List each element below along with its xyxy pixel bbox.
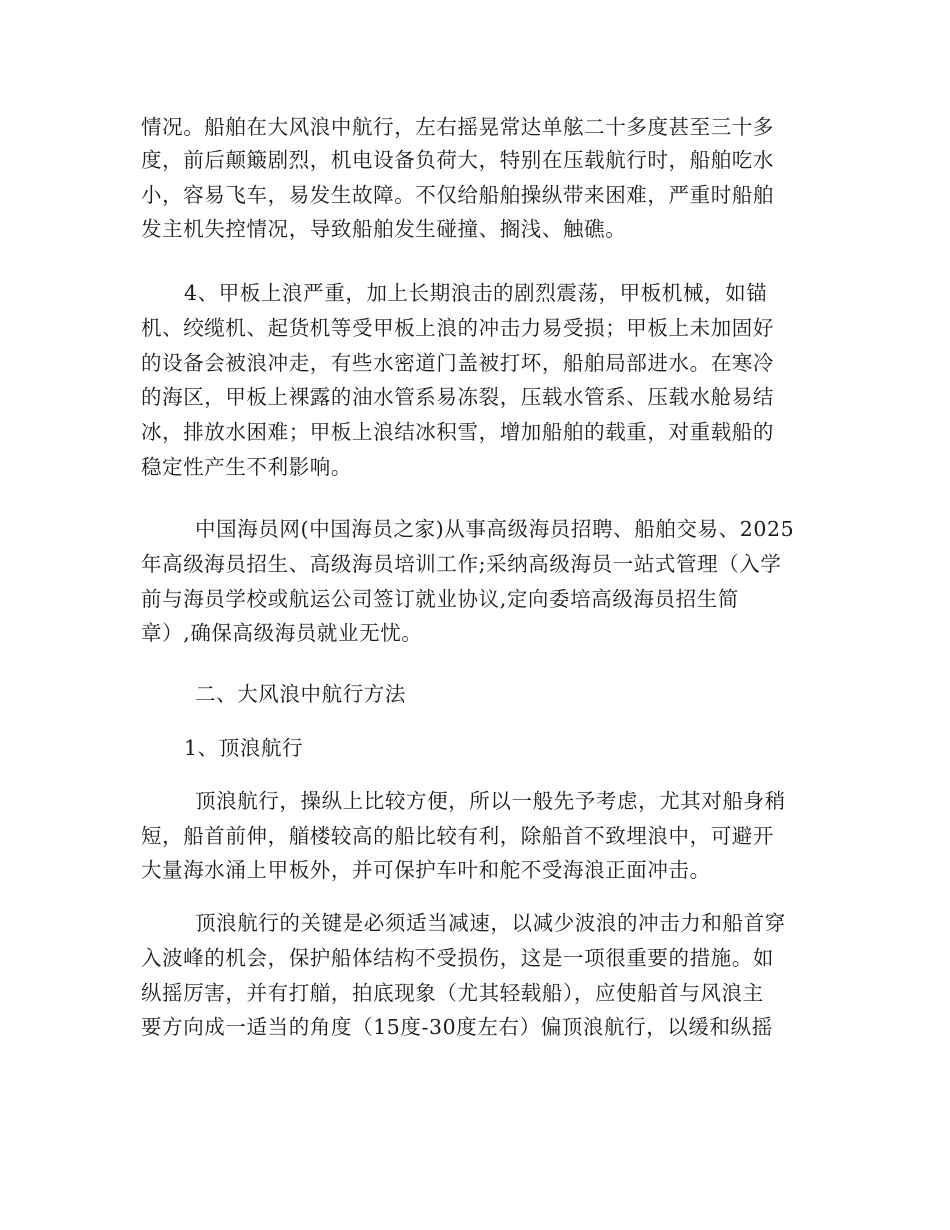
subsection-heading: 1、顶浪航行 xyxy=(184,736,304,760)
text-line: 大量海水涌上甲板外，并可保护车叶和舵不受海浪正面冲击。 xyxy=(141,858,711,882)
section-heading: 二、大风浪中航行方法 xyxy=(195,682,406,706)
text-line: 情况。船舶在大风浪中航行，左右摇晃常达单舷二十多度甚至三十多 xyxy=(141,115,774,139)
text-line: 发主机失控情况，导致船舶发生碰撞、搁浅、触礁。 xyxy=(141,217,627,241)
text-line: 的海区，甲板上裸露的油水管系易冻裂，压载水管系、压载水舱易结 xyxy=(141,385,774,409)
text-line: 短，船首前伸，艏楼较高的船比较有利，除船首不致埋浪中，可避开 xyxy=(141,824,774,848)
text-line: 顶浪航行的关键是必须适当减速，以减少波浪的冲击力和船首穿 xyxy=(195,911,786,935)
text-line: 要方向成一适当的角度（15度-30度左右）偏顶浪航行，以缓和纵摇 xyxy=(141,1015,773,1039)
text-line: 的设备会被浪冲走，有些水密道门盖被打坏，船舶局部进水。在寒冷 xyxy=(141,351,774,375)
text-line: 中国海员网(中国海员之家)从事高级海员招聘、船舶交易、2025 xyxy=(195,517,795,541)
text-line: 章）,确保高级海员就业无忧。 xyxy=(141,621,423,645)
text-line: 年高级海员招生、高级海员培训工作;采纳高级海员一站式管理（入学 xyxy=(141,552,782,576)
text-line: 稳定性产生不利影响。 xyxy=(141,455,352,479)
text-line: 机、绞缆机、起货机等受甲板上浪的冲击力易受损；甲板上未加固好 xyxy=(141,316,774,340)
text-line: 前与海员学校或航运公司签订就业协议,定向委培高级海员招生简 xyxy=(141,587,739,611)
text-line: 度，前后颠簸剧烈，机电设备负荷大，特别在压载航行时，船舶吃水 xyxy=(141,148,774,172)
text-line: 纵摇厉害，并有打艏，拍底现象（尤其轻载船），应使船首与风浪主 xyxy=(141,981,764,1005)
text-line: 4、甲板上浪严重，加上长期浪击的剧烈震荡，甲板机械，如锚 xyxy=(184,281,768,305)
text-line: 冰，排放水困难；甲板上浪结冰积雪，增加船舶的载重，对重载船的 xyxy=(141,420,774,444)
text-line: 入波峰的机会，保护船体结构不受损伤，这是一项很重要的措施。如 xyxy=(141,946,774,970)
text-line: 顶浪航行，操纵上比较方便，所以一般先予考虑，尤其对船身稍 xyxy=(195,789,786,813)
text-line: 小，容易飞车，易发生故障。不仅给船舶操纵带来困难，严重时船舶 xyxy=(141,183,774,207)
